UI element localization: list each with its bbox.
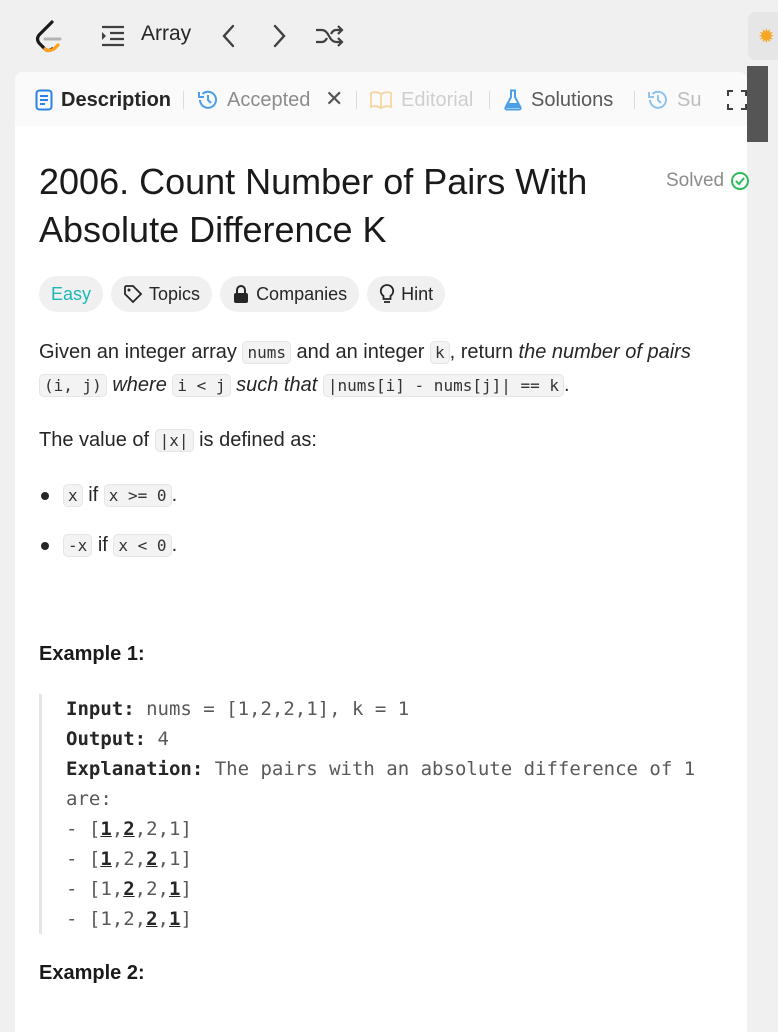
hint-label: Hint: [401, 283, 434, 304]
tab-editorial-label: Editorial: [401, 88, 474, 111]
tab-accepted[interactable]: [197, 86, 310, 114]
fullscreen-icon[interactable]: [727, 90, 747, 110]
example-explanation: [66, 754, 739, 814]
difficulty-badge: Easy: [39, 276, 103, 312]
tab-submissions-label: Su: [677, 88, 702, 111]
example-2-heading: Example 2:: [39, 962, 145, 984]
sun-icon: ✹: [758, 26, 775, 48]
inline-code: -x: [63, 534, 92, 557]
inline-code: (i, j): [39, 374, 107, 397]
description-paragraph: [39, 336, 739, 402]
text: The value of: [39, 429, 155, 451]
pair-line: - [1,2,2,1]: [66, 818, 192, 840]
description-panel: [15, 72, 747, 1032]
example-1-heading: Example 1:: [39, 643, 145, 665]
inline-code: |x|: [155, 429, 194, 452]
text: Given an integer array: [39, 341, 243, 363]
explanation-label: Explanation:: [66, 758, 204, 780]
problem-list-title[interactable]: Array: [141, 22, 192, 45]
pair-line: - [1,2,2,1]: [66, 908, 192, 930]
text: .: [171, 484, 178, 506]
pair-line: - [1,2,2,1]: [66, 848, 192, 870]
tab-divider: [183, 91, 184, 109]
text: , return: [449, 341, 519, 363]
lock-icon: [232, 284, 250, 304]
tab-description-label: Description: [61, 88, 172, 111]
list-icon[interactable]: [100, 24, 126, 48]
topics-chip[interactable]: [111, 276, 212, 312]
tab-divider: [489, 91, 490, 109]
output-value: 4: [146, 728, 169, 750]
tab-solutions-label: Solutions: [531, 88, 614, 111]
leetcode-logo[interactable]: [32, 18, 64, 54]
inline-code: x: [63, 484, 83, 507]
history-icon: [647, 89, 669, 111]
example-output: [66, 724, 739, 754]
inline-code: i < j: [172, 374, 230, 397]
explanation-value: The pairs with an absolute difference of 1 are:: [66, 758, 696, 810]
close-icon[interactable]: ✕: [325, 86, 344, 111]
hint-chip[interactable]: [367, 276, 445, 312]
inline-code: |nums[i] - nums[j]| == k: [323, 374, 564, 397]
list-item: [39, 529, 739, 562]
input-value: nums = [1,2,2,1], k = 1: [134, 698, 410, 720]
chevron-left-icon[interactable]: [216, 22, 242, 50]
chevron-right-icon[interactable]: [266, 22, 292, 50]
companies-label: Companies: [256, 283, 348, 304]
inline-code: x < 0: [113, 534, 171, 557]
page-title: 2006. Count Number of Pairs With Absolute Difference K: [39, 161, 588, 250]
emphasis: such that: [230, 374, 323, 396]
scrollbar-thumb[interactable]: [747, 66, 768, 142]
tab-divider: [634, 91, 635, 109]
output-label: Output:: [66, 728, 147, 750]
lightbulb-icon: [379, 283, 395, 305]
tag-icon: [123, 284, 143, 304]
inline-code: x >= 0: [104, 484, 172, 507]
history-icon: [197, 89, 219, 111]
text: .: [564, 374, 570, 396]
tab-solutions[interactable]: [503, 86, 613, 114]
example-input: [66, 694, 739, 724]
book-icon: [369, 90, 393, 110]
tab-bar: [15, 72, 747, 126]
solved-status: [666, 170, 750, 192]
top-bar: [0, 0, 775, 72]
check-circle-icon: [730, 171, 750, 191]
tab-description[interactable]: [35, 86, 171, 114]
text: if: [82, 484, 104, 506]
tab-editorial[interactable]: [369, 86, 473, 114]
description-paragraph: [39, 424, 739, 457]
premium-chip[interactable]: [748, 12, 778, 60]
flask-icon: [503, 89, 523, 111]
inline-code: k: [430, 341, 450, 364]
shuffle-icon[interactable]: [314, 22, 344, 50]
document-icon: [35, 89, 53, 111]
tab-submissions[interactable]: [647, 86, 702, 114]
text: if: [92, 534, 114, 556]
problem-description: [39, 336, 739, 579]
example-1-block: [39, 694, 739, 934]
tab-accepted-label: Accepted: [227, 88, 311, 111]
definition-list: [39, 479, 739, 562]
inline-code: nums: [242, 341, 291, 364]
text: and an integer: [290, 341, 430, 363]
solved-label: Solved: [666, 170, 725, 191]
text: is defined as:: [193, 429, 317, 451]
input-label: Input:: [66, 698, 135, 720]
emphasis: where: [106, 374, 173, 396]
emphasis: the number of pairs: [518, 341, 691, 363]
list-item: [39, 479, 739, 512]
companies-chip[interactable]: [220, 276, 359, 312]
tag-chips: [39, 276, 445, 312]
text: .: [171, 534, 178, 556]
pair-line: - [1,2,2,1]: [66, 878, 192, 900]
tab-divider: [356, 91, 357, 109]
topics-label: Topics: [149, 283, 201, 304]
